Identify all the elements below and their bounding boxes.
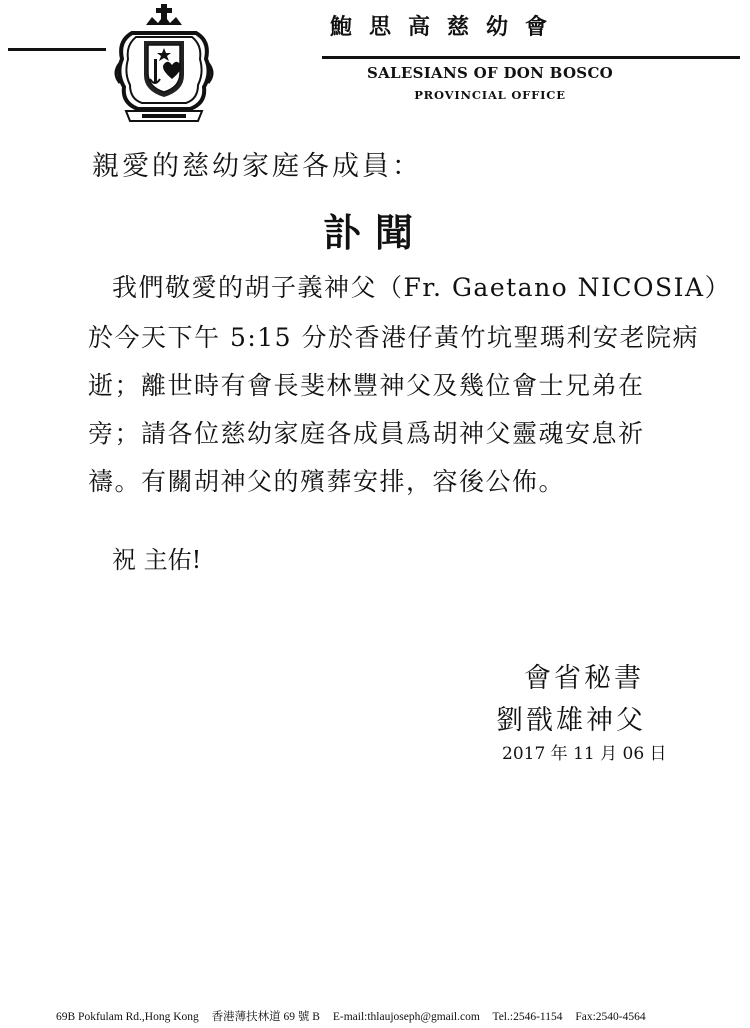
signature-title: 會省秘書: [524, 663, 644, 694]
org-office-name: PROVINCIAL OFFICE: [414, 88, 566, 102]
salutation: 親愛的慈幼家庭各成員：: [92, 151, 422, 182]
footer-fax: Fax:2540-4564: [575, 1011, 646, 1023]
body-line-5: 禱。有關胡神父的殯葬安排，容後公佈。: [88, 467, 566, 496]
letter-date: 2017 年 11 月 06 日: [502, 744, 667, 764]
org-chinese-name: 鮑思高慈幼會: [330, 14, 565, 40]
header-rule-left: [8, 48, 106, 51]
salesian-crest-icon: [112, 3, 216, 129]
footer-address-en: 69B Pokfulam Rd.,Hong Kong: [56, 1011, 199, 1023]
letter-title: 訃聞: [322, 210, 427, 255]
footer-tel: Tel.:2546-1154: [492, 1011, 563, 1023]
blessing: 祝 主佑!: [112, 546, 202, 574]
footer-address-cn: 香港薄扶林道 69 號 B: [211, 1011, 320, 1023]
signature-name: 劉戩雄神父: [496, 705, 646, 736]
header-rule-right: [322, 56, 740, 59]
body-line-4: 旁；請各位慈幼家庭各成員爲胡神父靈魂安息祈: [88, 419, 645, 448]
footer-email: E-mail:thlaujoseph@gmail.com: [332, 1011, 480, 1023]
org-english-name: SALESIANS OF DON BOSCO: [366, 64, 614, 82]
body-line-3: 逝；離世時有會長斐林豐神父及幾位會士兄弟在: [88, 371, 645, 400]
footer-contact: [56, 1008, 716, 1024]
body-line-2: 於今天下午 5:15 分於香港仔黃竹坑聖瑪利安老院病: [88, 323, 700, 352]
body-line-1: 我們敬愛的胡子義神父（Fr. Gaetano NICOSIA）: [112, 273, 732, 302]
